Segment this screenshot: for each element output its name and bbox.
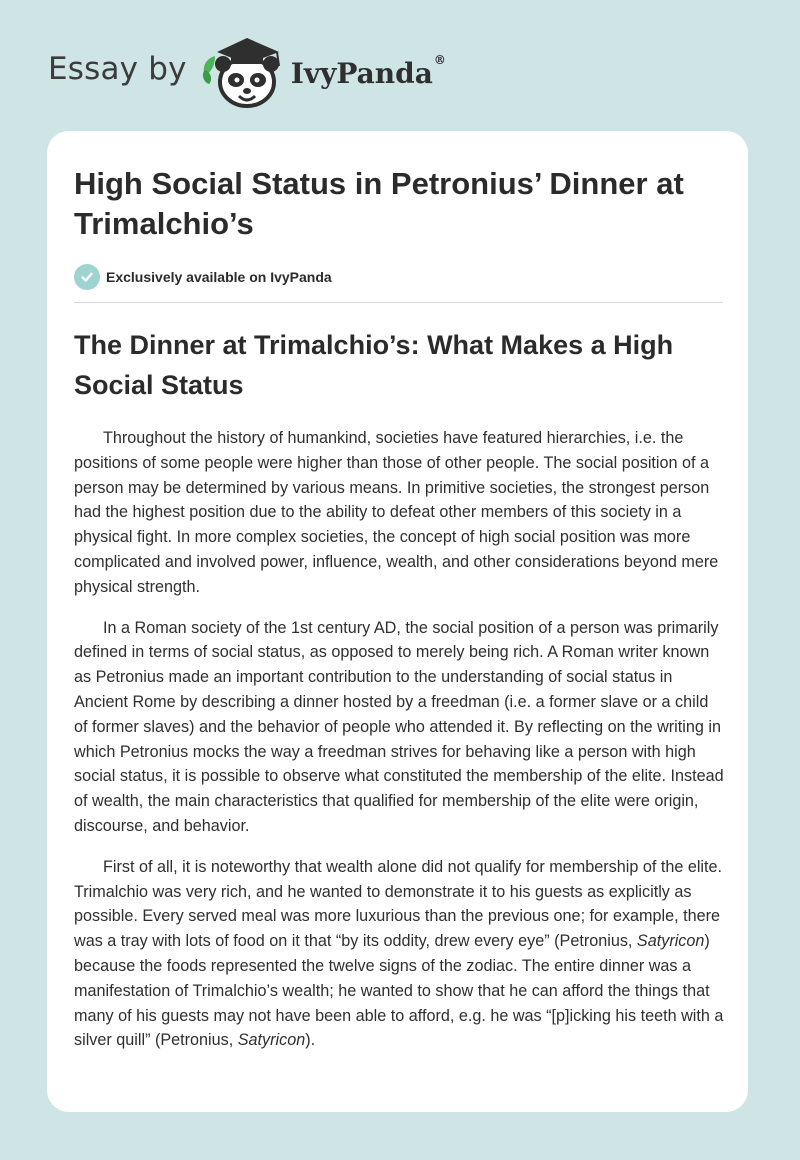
essay-card xyxy=(47,131,748,1112)
citation-title: Satyricon xyxy=(237,1031,306,1050)
page-title: High Social Status in Petronius’ Dinner at Trimalchio’s xyxy=(74,166,684,241)
paragraph-1: Throughout the history of humankind, societies have featured hierarchies, i.e. the positions of some people were higher than those of other people. The social position of a person may be determined by various means. In primitive societies, the strongest person had the highest position due to the ability to defeat other members of this society in a physical fight. In more complex societies, the concept of high social position was more complicated and involved power, influence, wealth, and other considerations beyond mere physical strength. xyxy=(74,429,719,596)
paragraph-3: First of all, it is noteworthy that wealth alone did not qualify for membership of the elite. Trimalchio was very rich, and he wanted to demonstrate it to his guests as explicitly as possible. Every served meal was more luxurious than the previous one; for example, there was a tray with lots of food on it that “by its oddity, drew every eye” (Petronius, Satyricon) because the foods represented the twelve signs of the zodiac. The entire dinner was a manifestation of Trimalchio’s wealth; he wanted to show that he can afford the things that many of his guests may not have been able to afford, e.g. he was “[p]icking his teeth with a silver quill” (Petronius, Satyricon). xyxy=(74,857,724,1050)
divider xyxy=(74,302,723,303)
exclusive-badge-label: Exclusively available on IvyPanda xyxy=(106,269,332,285)
site-header xyxy=(48,34,446,110)
exclusive-badge xyxy=(74,264,332,290)
paragraph-2: In a Roman society of the 1st century AD, the social position of a person was primarily defined in terms of social status, as opposed to merely being rich. A Roman writer known as Petronius made an important contribution to the understanding of social status in Ancient Rome by describing a dinner hosted by a freedman (i.e. a former slave or a child of former slaves) and the behavior of people who attended it. By reflecting on the writing in which Petronius mocks the way a freedman strives for behaving like a person with high social status, it is possible to observe what constituted the membership of the elite. Instead of wealth, the main characteristics that qualified for membership of the elite were origin, discourse, and behavior. xyxy=(74,618,724,835)
citation-title: Satyricon xyxy=(636,932,705,951)
essay-by-label: Essay by xyxy=(48,51,187,87)
essay-body xyxy=(74,426,724,1069)
panda-logo-icon[interactable] xyxy=(199,34,287,110)
section-heading: The Dinner at Trimalchio’s: What Makes a High Social Status xyxy=(74,330,674,400)
check-circle-icon xyxy=(74,264,100,290)
brand-name[interactable]: IvyPanda® xyxy=(290,52,446,90)
